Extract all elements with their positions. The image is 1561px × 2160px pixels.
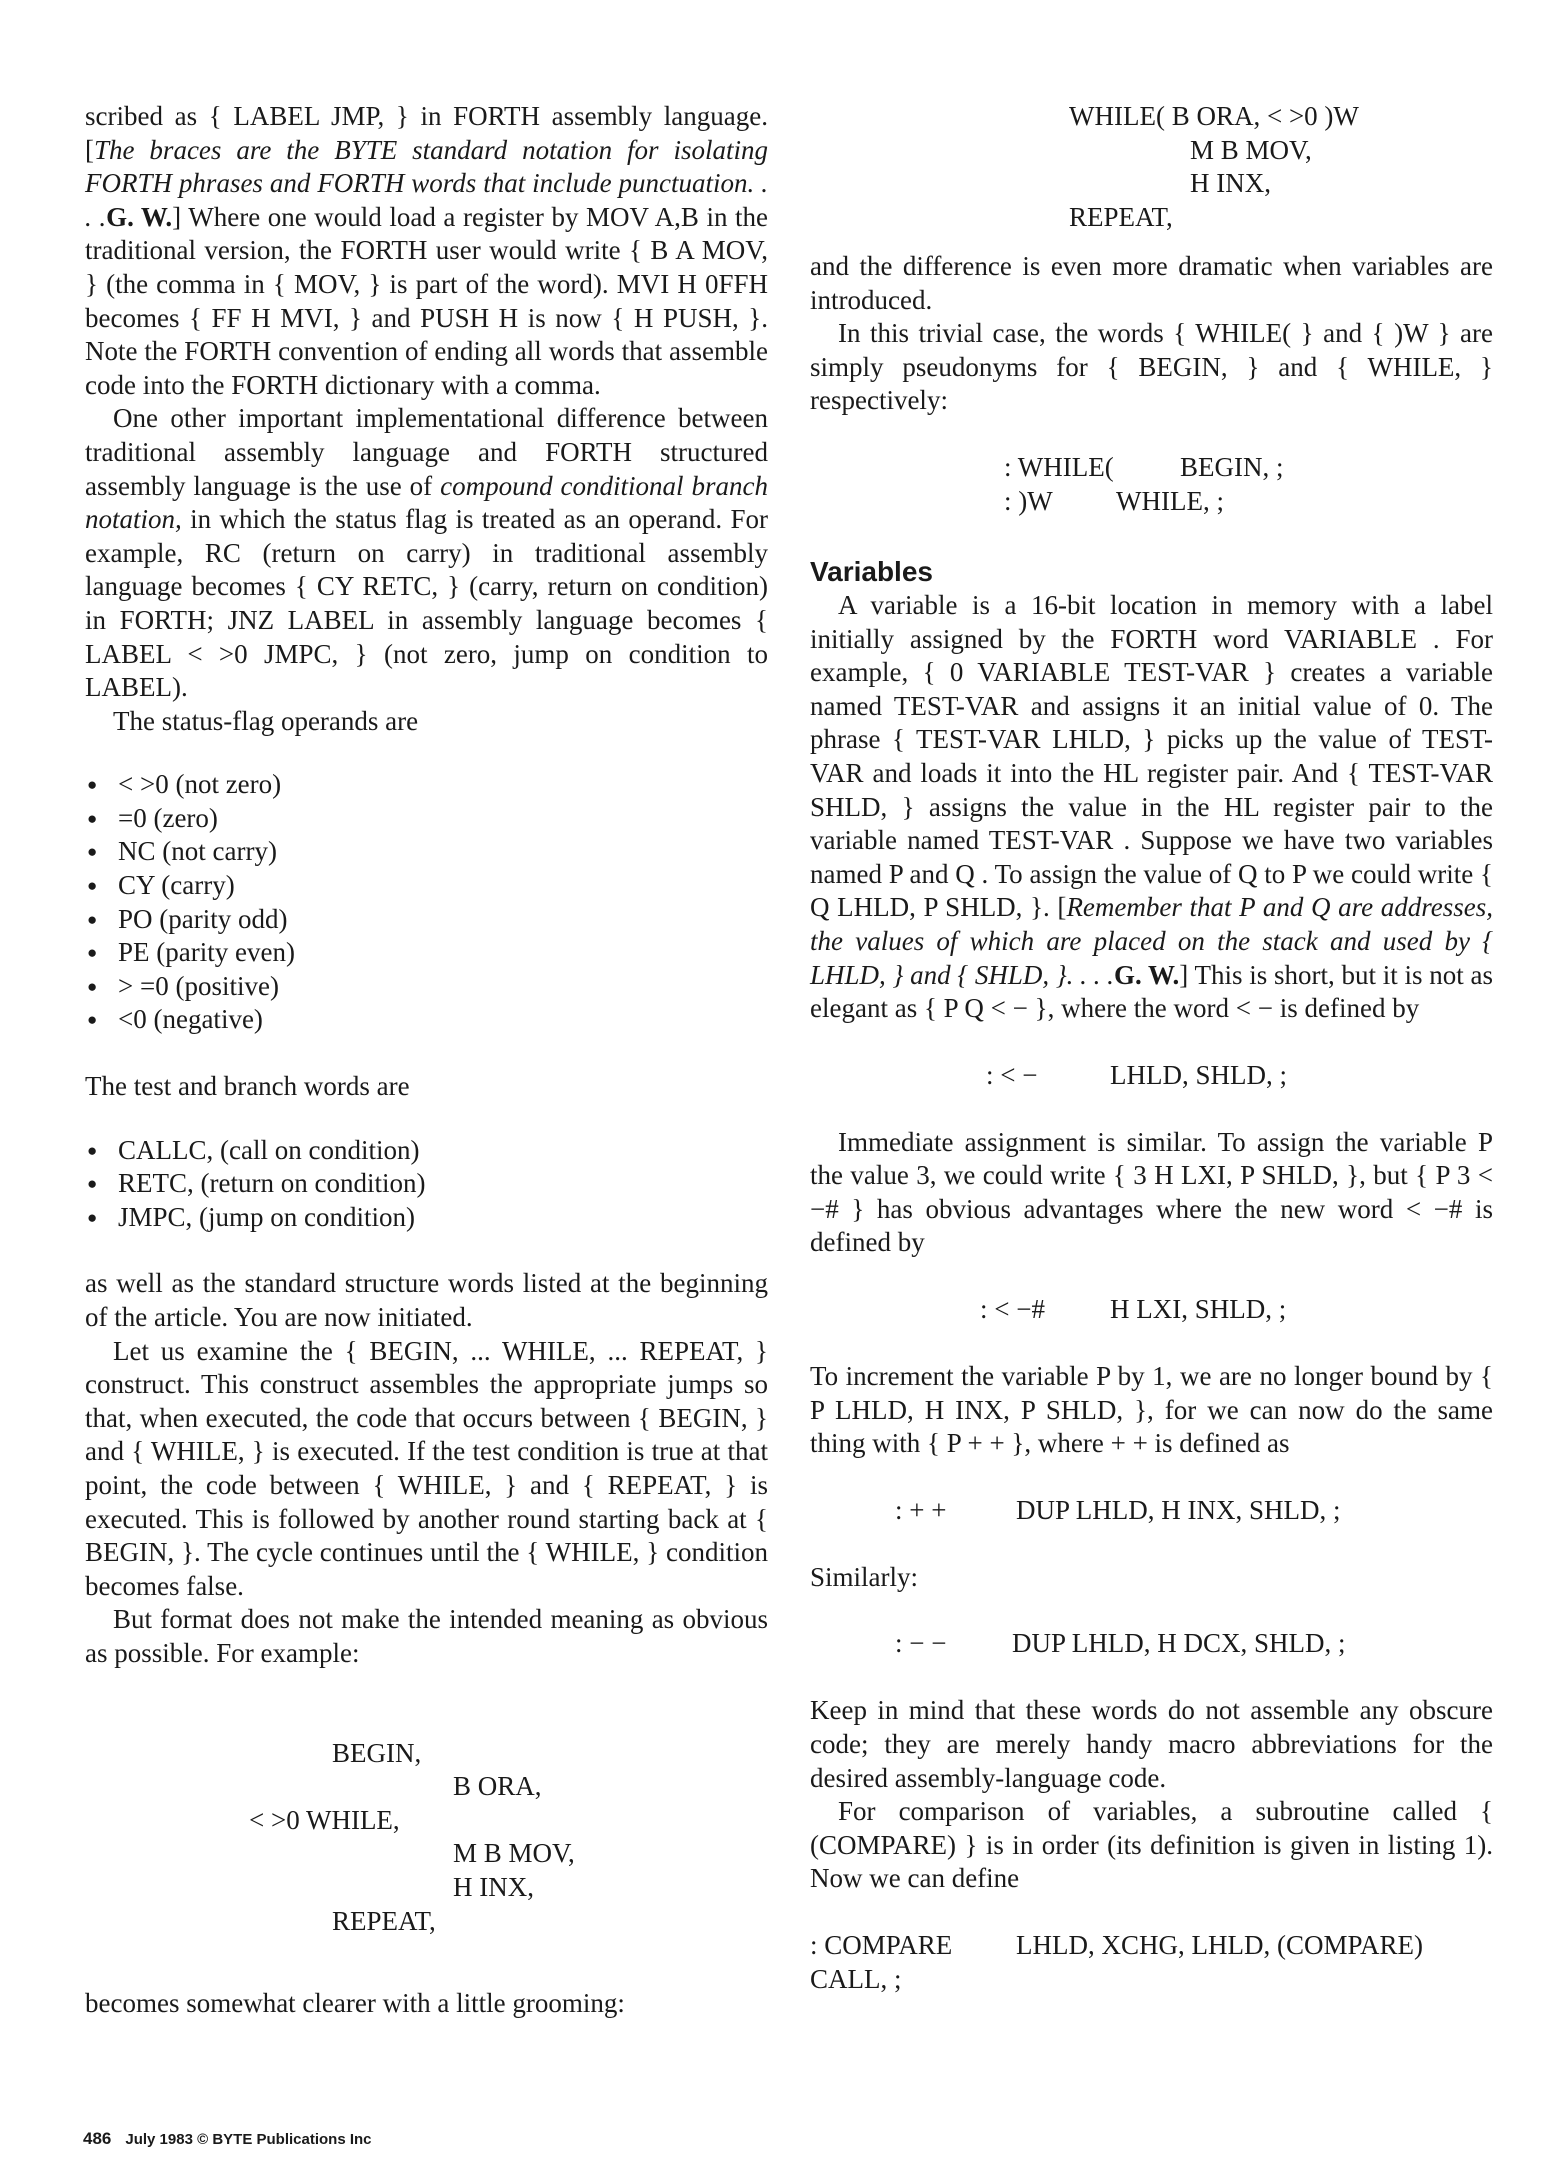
- list-item: ● <0 (negative): [85, 1003, 768, 1037]
- list-item: ● JMPC, (jump on condition): [85, 1201, 768, 1235]
- definition-block: [810, 451, 1493, 519]
- code-line: M B MOV,: [1190, 134, 1312, 165]
- definition-line: [810, 1494, 1493, 1528]
- paragraph: A variable is a 16-bit location in memory with a label initially assigned by the FORTH word VARIABLE . For example, { 0 VARIABLE TEST-VAR } creates a variable named TEST-VAR and assigns it an initial value of 0. The phrase { TEST-VAR LHLD, } picks up the value of TEST-VAR and loads it into the HL register pair. And { TEST-VAR SHLD, } assigns the value in the HL register pair to the variable named TEST-VAR . Suppose we have two variables named P and Q . To assign the value of Q to P we could write { Q LHLD, P SHLD, }. [Remember that P and Q are addresses, the values of which are placed on the stack and used by { LHLD, } and { SHLD, }. . . .G. W.] This is short, but it is not as elegant as { P Q < − }, where the word < − is defined by: [810, 589, 1494, 1024]
- list-item: ● PO (parity odd): [85, 903, 768, 937]
- branch-word-list: [85, 1134, 768, 1235]
- def-name: : )W: [1004, 485, 1053, 516]
- code-line: B ORA,: [453, 1771, 542, 1802]
- def-body: H LXI, SHLD, ;: [1110, 1294, 1287, 1325]
- definition-line: [810, 1627, 1493, 1661]
- paragraph: as well as the standard structure words listed at the beginning of the article. You are now initiated.: [85, 1268, 768, 1332]
- def-name: : < −: [986, 1059, 1038, 1090]
- code-line: < >0 WHILE,: [249, 1804, 400, 1835]
- status-flag-list: [85, 768, 768, 1037]
- paragraph: Similarly:: [810, 1561, 918, 1592]
- paragraph: scribed as { LABEL JMP, } in FORTH assembly language. [The braces are the BYTE standard notation for isolating FORTH phrases and FORTH words that include punctuation. . . .G. W.] Where one would load a register by MOV A,B in the traditional version, the FORTH user would write { B A MOV, } (the comma in { MOV, } is part of the word). MVI H 0FFH becomes { FF H MVI, } and PUSH H is now { H PUSH, }. Note the FORTH convention of ending all words that assemble code into the FORTH dictionary with a comma.: [85, 101, 768, 400]
- paragraph: In this trivial case, the words { WHILE( } and { )W } are simply pseudonyms for { BEGIN, } and { WHILE, } respectively:: [810, 318, 1493, 416]
- list-item: ● > =0 (positive): [85, 970, 768, 1004]
- def-name: : WHILE(: [1004, 451, 1114, 482]
- page-number: 486: [83, 2129, 112, 2148]
- def-name: : COMPARE: [810, 1930, 953, 1960]
- definition-block: [810, 1929, 1493, 1997]
- list-item: ● CALLC, (call on condition): [85, 1134, 768, 1168]
- paragraph: Immediate assignment is similar. To assign the variable P the value 3, we could write { 3 H LXI, P SHLD, }, but { P 3 < −# } has obvious advantages where the new word < −# is defined by: [810, 1126, 1493, 1258]
- definition-line: [810, 1059, 1493, 1093]
- paragraph: The status-flag operands are: [113, 705, 419, 736]
- paragraph: To increment the variable P by 1, we are no longer bound by { P LHLD, H INX, P SHLD, }, for we can now do the same thing with { P + + }, where + + is defined as: [810, 1361, 1493, 1459]
- list-item: ● RETC, (return on condition): [85, 1167, 768, 1201]
- def-name: : + +: [895, 1494, 947, 1525]
- code-block: [85, 1737, 768, 1967]
- code-line: H INX,: [1190, 168, 1271, 199]
- def-body: WHILE, ;: [1116, 485, 1224, 516]
- def-continuation: CALL, ;: [810, 1963, 902, 1994]
- paragraph: becomes somewhat clearer with a little grooming:: [85, 1987, 625, 2018]
- list-item: ● =0 (zero): [85, 802, 768, 836]
- list-item: ● CY (carry): [85, 869, 768, 903]
- paragraph: The test and branch words are: [85, 1071, 410, 1102]
- def-body: DUP LHLD, H DCX, SHLD, ;: [1012, 1628, 1346, 1659]
- code-line: REPEAT,: [332, 1905, 436, 1936]
- page-footer: [83, 2129, 372, 2149]
- definition-line: [810, 1293, 1493, 1327]
- paragraph: But format does not make the intended meaning as obvious as possible. For example:: [85, 1604, 768, 1668]
- right-column: [810, 100, 1493, 1997]
- section-heading: Variables: [810, 555, 933, 587]
- paragraph: For comparison of variables, a subroutine called { (COMPARE) } is in order (its definition is given in listing 1). Now we can define: [810, 1796, 1493, 1894]
- paragraph: Keep in mind that these words do not assemble any obscure code; they are merely handy macro abbreviations for the desired assembly-language code.: [810, 1695, 1493, 1793]
- list-item: ● < >0 (not zero): [85, 768, 768, 802]
- def-body: LHLD, XCHG, LHLD, (COMPARE): [1016, 1930, 1424, 1960]
- list-item: ● NC (not carry): [85, 835, 768, 869]
- left-column: [85, 100, 768, 2020]
- list-item: ● PE (parity even): [85, 936, 768, 970]
- paragraph: and the difference is even more dramatic when variables are introduced.: [810, 251, 1493, 315]
- code-line: M B MOV,: [453, 1838, 575, 1869]
- code-line: REPEAT,: [1069, 201, 1173, 232]
- def-name: : < −#: [980, 1294, 1045, 1325]
- paragraph: One other important implementational difference between traditional assembly language and FORTH structured assembly language is the use of compound conditional branch notation, in which the status flag is treated as an operand. For example, RC (return on carry) in traditional assembly language becomes { CY RETC, } (carry, return on condition) in FORTH; JNZ LABEL in assembly language becomes { LABEL < >0 JMPC, } (not zero, jump on condition to LABEL).: [85, 403, 768, 703]
- def-body: BEGIN, ;: [1180, 451, 1284, 482]
- code-line: BEGIN,: [332, 1737, 422, 1768]
- def-name: : − −: [895, 1628, 947, 1659]
- code-line: WHILE( B ORA, < >0 )W: [1069, 101, 1359, 131]
- def-body: DUP LHLD, H INX, SHLD, ;: [1016, 1494, 1341, 1525]
- def-body: LHLD, SHLD, ;: [1110, 1059, 1287, 1090]
- code-line: H INX,: [453, 1871, 534, 1902]
- paragraph: Let us examine the { BEGIN, ... WHILE, ... REPEAT, } construct. This construct assembles the appropriate jumps so that, when executed, the code that occurs between { BEGIN, } and { WHILE, } is executed. If the test condition is true at that point, the code between { WHILE, } and { REPEAT, } is executed. This is followed by another round starting back at { BEGIN, }. The cycle continues until the { WHILE, } condition becomes false.: [85, 1335, 768, 1601]
- footer-text: July 1983 © BYTE Publications Inc: [125, 2131, 372, 2148]
- code-block: [810, 100, 1493, 250]
